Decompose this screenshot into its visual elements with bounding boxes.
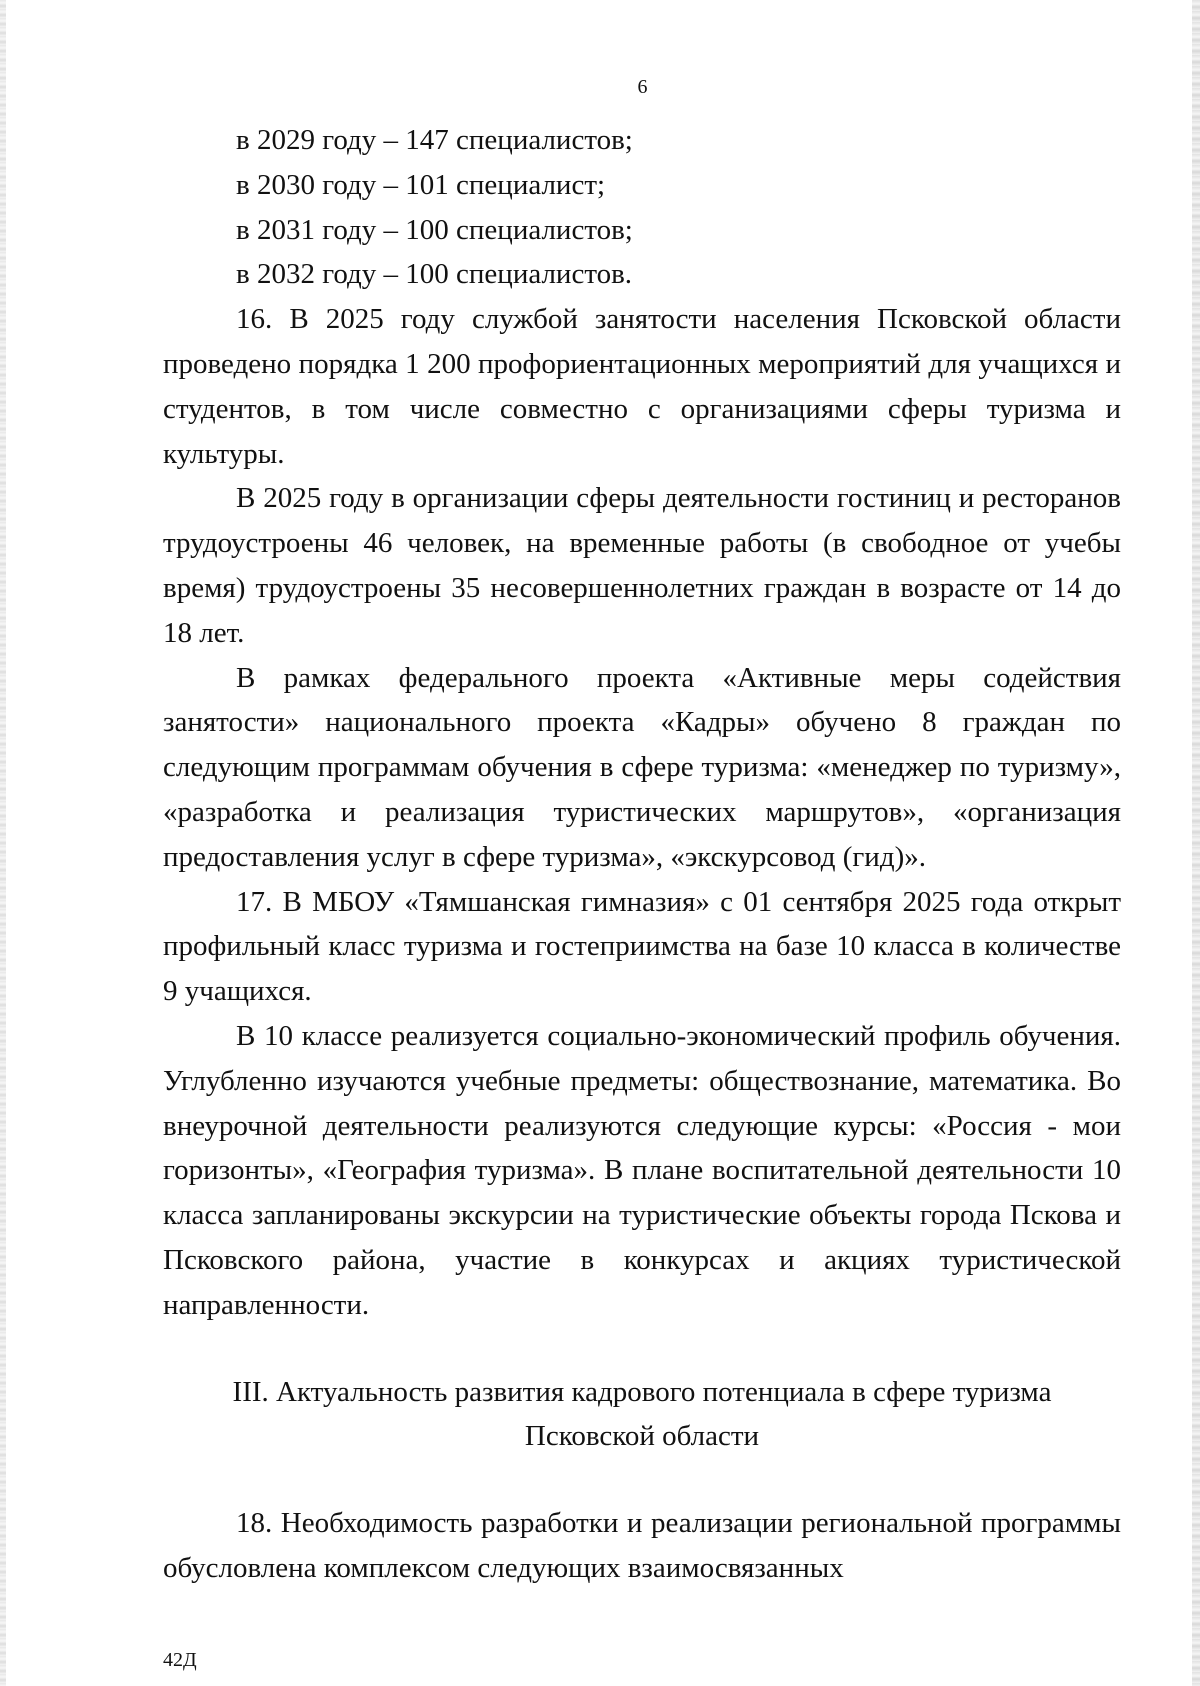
scan-edge-left (0, 0, 6, 1686)
page-number: 6 (637, 76, 648, 98)
list-item: в 2031 году – 100 специалистов; (236, 213, 633, 246)
list-item: в 2030 году – 101 специалист; (236, 168, 606, 201)
section-heading-line-2: Псковской области (524, 1420, 760, 1453)
paragraph-employment: В 2025 году в организации сферы деятельности гостиниц и ресторанов трудоустроены 46 человек, на временные работы (в свободное от учебы время) трудоустроены 35 несовершеннолетних граждан в возрасте от 14 до 18 лет. (163, 482, 1121, 649)
document-body (163, 118, 1121, 1591)
list-item: в 2032 году – 100 специалистов. (236, 258, 633, 291)
paragraph-grade-10: В 10 классе реализуется социально-экономический профиль обучения. Углубленно изучаются учебные предметы: обществознание, математика. Во внеурочной деятельности реализуются следующие курсы: «Россия - мои горизонты», «География туризма». В плане воспитательной деятельности 10 класса запланированы экскурсии на туристические объекты города Пскова и Псковского района, участие в конкурсах и акциях туристической направленности. (163, 1019, 1121, 1321)
paragraph-17: 17. В МБОУ «Тямшанская гимназия» с 01 сентября 2025 года открыт профильный класс туризма и гостеприимства на базе 10 класса в количестве 9 учащихся. (163, 885, 1121, 1008)
paragraph-18: 18. Необходимость разработки и реализации региональной программы обусловлена комплексом следующих взаимосвязанных (163, 1507, 1121, 1584)
section-heading-line-1: III. Актуальность развития кадрового потенциала в сфере туризма (232, 1375, 1052, 1408)
list-item: в 2029 году – 147 специалистов; (236, 124, 633, 156)
paragraph-16: 16. В 2025 году службой занятости населения Псковской области проведено порядка 1 200 профориентационных мероприятий для учащихся и студентов, в том числе совместно с организациями сферы туризма и культуры. (163, 303, 1121, 470)
paragraph-federal-project: В рамках федерального проекта «Активные меры содействия занятости» национального проекта «Кадры» обучено 8 граждан по следующим программам обучения в сфере туризма: «менеджер по туризму», «разработка и реализация туристических маршрутов», «организация предоставления услуг в сфере туризма», «экскурсовод (гид)». (163, 661, 1121, 873)
section-heading (163, 1370, 1121, 1460)
document-code: 42Д (163, 1649, 197, 1671)
scan-edge-right (1192, 0, 1200, 1686)
